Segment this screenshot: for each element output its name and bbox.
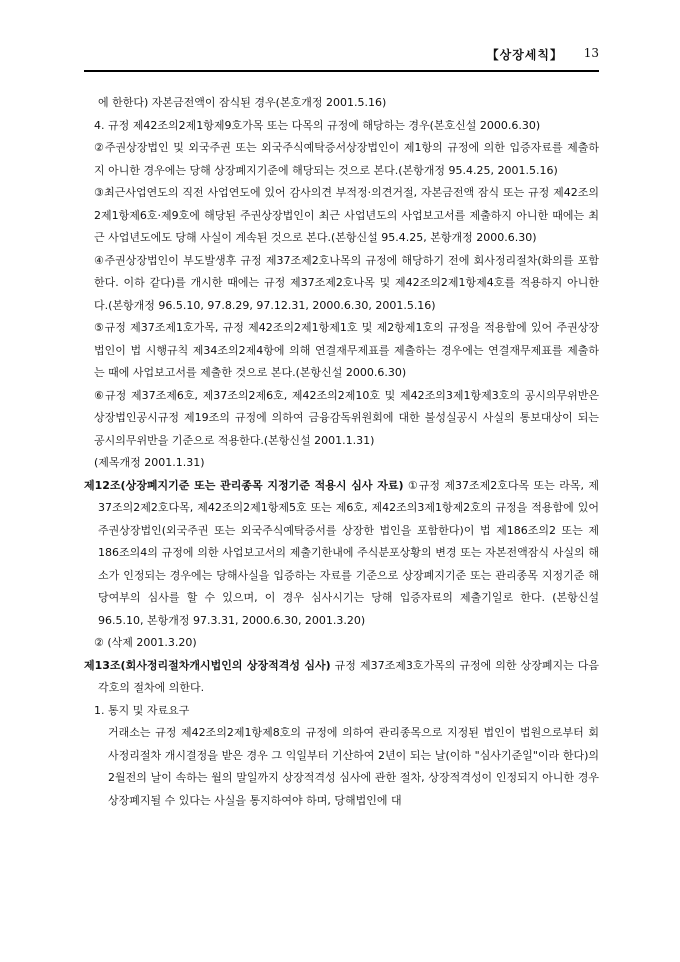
article-12 — [84, 475, 599, 633]
paragraph-2: ②주권상장법인 및 외국주권 또는 외국주식예탁증서상장법인이 제1항의 규정에 의한 입증자료를 제출하지 아니한 경우에는 당해 상장폐지기준에 해당되는 것으로 본다.(본항개정 95.4.25, 2001.5.16) — [94, 141, 599, 177]
item-4: 4. 규정 제42조의2제1항제9호가목 또는 다목의 규정에 해당하는 경우(본호신설 2000.6.30) — [94, 118, 541, 132]
paragraph-4: ④주권상장법인이 부도발생후 규정 제37조제2호나목의 규정에 해당하기 전에 회사정리절차(화의를 포함한다. 이하 같다)를 개시한 때에는 규정 제37조제2호나목 및 제42조의2제1항제4호를 적용하지 아니한다.(본항개정 96.5.10, 97.8.29, 97.12.31, 2000.6.30, 2001.5.16) — [94, 253, 599, 312]
article-12-body: ①규정 제37조제2호다목 또는 라목, 제37조의2제2호다목, 제42조의2제1항제5호 또는 제6호, 제42조의3제1항제2호의 규정을 적용함에 있어 주권상장법인(외국주권 또는 외국주식예탁증서를 상장한 법인을 포함한다)이 법 제186조의2 또는 제186조의4의 규정에 의한 사업보고서의 제출기한내에 주식분포상황의 변경 또는 자본전액잠식 사실의 해소가 인정되는 경우에는 당해사실을 입증하는 자료를 기준으로 상장폐지기준 또는 관리종목 지정기준 해당여부의 심사를 할 수 있으며, 이 경우 심사시기는 당해 입증자료의 제출기일로 한다. (본항신설 96.5.10, 본항개정 97.3.31, 2000.6.30, 2001.3.20) — [98, 478, 599, 627]
article-13-title: 제13조(회사정리절차개시법인의 상장적격성 심사) — [84, 658, 331, 672]
article-12-title: 제12조(상장폐지기준 또는 관리종목 지정기준 적용시 심사 자료) — [84, 478, 404, 492]
continued-line: 에 한한다) 자본금전액이 잠식된 경우(본호개정 2001.5.16) — [98, 96, 387, 109]
document-body — [84, 92, 599, 812]
paragraph-3: ③최근사업연도의 직전 사업연도에 있어 감사의견 부적정·의견거절, 자본금전액 잠식 또는 규정 제42조의2제1항제6호·제9호에 해당된 주권상장법인이 최근 사업년도의 사업보고서를 제출하지 아니한 때에는 최근 사업년도에도 당해 사실이 계속된 것으로 본다.(본항신설 95.4.25, 본항개정 2000.6.30) — [94, 186, 599, 244]
paragraph-5: ⑤규정 제37조제1호가목, 규정 제42조의2제1항제1호 및 제2항제1호의 규정을 적용함에 있어 주권상장법인이 법 시행규칙 제34조의2제4항에 의해 연결재무제표를 제출하는 경우에는 연결재무제표를 제출하는 때에 사업보고서를 제출한 것으로 본다.(본항신설 2000.6.30) — [94, 321, 599, 379]
title-amendment-note: (제목개정 2001.1.31) — [94, 456, 205, 469]
header-rule — [84, 70, 599, 72]
article-13-body: 규정 제37조제3호가목의 규정에 의한 상장폐지는 다음 각호의 절차에 의한다. — [98, 658, 599, 694]
item-1-heading: 1. 통지 및 자료요구 — [94, 703, 190, 717]
page-number: 13 — [583, 46, 599, 60]
article-13 — [84, 655, 599, 700]
article-12-paragraph-2: ② (삭제 2001.3.20) — [94, 636, 197, 649]
item-1-body: 거래소는 규정 제42조의2제1항제8호의 규정에 의하여 관리종목으로 지정된 법인이 법원으로부터 회사정리절차 개시결정을 받은 경우 그 익일부터 기산하여 2년이 되는 날(이하 "심사기준일"이라 한다)의 2월전의 날이 속하는 월의 말일까지 상장적격성 심사에 관한 절차, 상장적격성이 인정되지 아니한 경우 상장폐지될 수 있다는 사실을 통지하여야 하며, 당해법인에 대 — [108, 726, 599, 807]
section-title: 【상장세칙】 — [486, 48, 563, 62]
page-header — [84, 40, 599, 66]
paragraph-6: ⑥규정 제37조제6호, 제37조의2제6호, 제42조의2제10호 및 제42조의3제1항제3호의 공시의무위반은 상장법인공시규정 제19조의 규정에 의하여 금융감독위원회에 대한 불성실공시 사실의 통보대상이 되는 공시의무위반을 기준으로 적용한다.(본항신설 2001.1.31) — [94, 388, 599, 447]
